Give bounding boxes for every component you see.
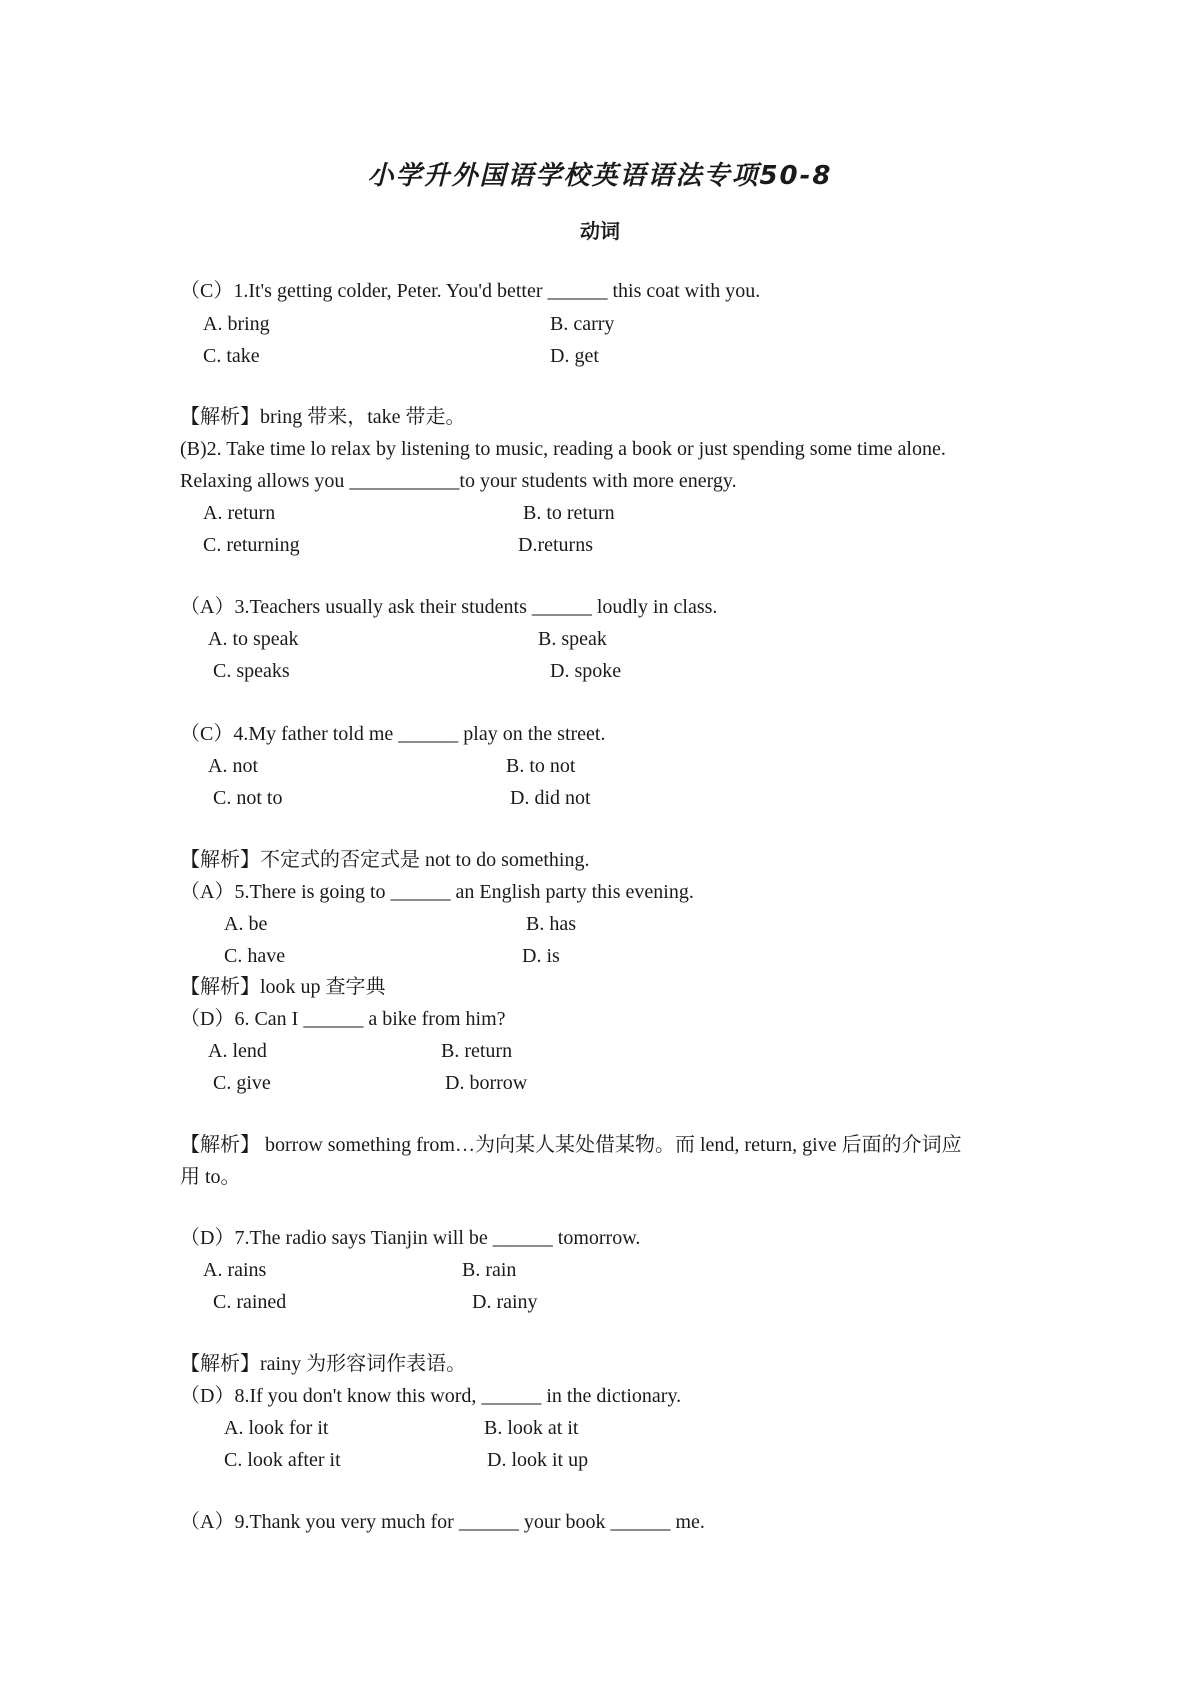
question-6-stem: （D）6. Can I ______ a bike from him?: [180, 1008, 506, 1030]
question-2-stem-line2: Relaxing allows you ___________to your students with more energy.: [180, 470, 737, 492]
question-5-stem: （A）5.There is going to ______ an English party this evening.: [180, 881, 694, 903]
question-5-option-b: B. has: [526, 913, 576, 935]
question-8-stem: （D）8.If you don't know this word, ______ in the dictionary.: [180, 1385, 682, 1407]
question-3-option-c: C. speaks: [213, 660, 290, 682]
question-7-option-c: C. rained: [213, 1291, 287, 1313]
question-8-option-c: C. look after it: [224, 1449, 341, 1471]
question-6-option-b: B. return: [441, 1040, 513, 1062]
question-2-option-a: A. return: [203, 502, 276, 524]
page-subtitle: 动词: [580, 219, 620, 243]
question-4-option-c: C. not to: [213, 787, 283, 809]
question-5-analysis: 【解析】look up 查字典: [180, 976, 386, 998]
question-6-option-d: D. borrow: [445, 1072, 528, 1094]
question-4-stem: （C）4.My father told me ______ play on the street.: [180, 723, 606, 745]
question-3-option-b: B. speak: [538, 628, 607, 650]
question-8-option-b: B. look at it: [484, 1417, 579, 1439]
question-6-option-a: A. lend: [208, 1040, 267, 1062]
question-4-option-b: B. to not: [506, 755, 576, 777]
question-8-option-d: D. look it up: [487, 1449, 589, 1471]
question-5-option-c: C. have: [224, 945, 286, 967]
question-4-option-d: D. did not: [510, 787, 591, 809]
question-6-option-c: C. give: [213, 1072, 271, 1094]
question-1-option-d: D. get: [550, 345, 599, 367]
question-6-analysis-line1: 【解析】 borrow something from…为向某人某处借某物。而 lend, return, give 后面的介词应: [180, 1134, 962, 1156]
question-2-option-b: B. to return: [523, 502, 615, 524]
question-5-option-a: A. be: [224, 913, 268, 935]
question-3-option-d: D. spoke: [550, 660, 622, 682]
question-7-stem: （D）7.The radio says Tianjin will be ______ tomorrow.: [180, 1227, 641, 1249]
question-2-option-c: C. returning: [203, 534, 300, 556]
question-1-analysis: 【解析】bring 带来，take 带走。: [180, 406, 466, 428]
question-1-option-c: C. take: [203, 345, 260, 367]
question-2-option-d: D.returns: [518, 534, 593, 556]
page-title: 小学升外国语学校英语语法专项50-8: [367, 161, 833, 191]
question-7-analysis: 【解析】rainy 为形容词作表语。: [180, 1353, 467, 1375]
question-4-analysis: 【解析】不定式的否定式是 not to do something.: [180, 849, 590, 871]
question-7-option-b: B. rain: [462, 1259, 517, 1281]
question-2-stem-line1: (B)2. Take time lo relax by listening to music, reading a book or just spending some time alone.: [180, 438, 946, 460]
question-8-option-a: A. look for it: [224, 1417, 329, 1439]
question-3-stem: （A）3.Teachers usually ask their students ______ loudly in class.: [180, 596, 718, 618]
question-5-option-d: D. is: [522, 945, 560, 967]
question-1-option-a: A. bring: [203, 313, 270, 335]
question-7-option-d: D. rainy: [472, 1291, 538, 1313]
question-7-option-a: A. rains: [203, 1259, 267, 1281]
question-1-option-b: B. carry: [550, 313, 615, 335]
question-4-option-a: A. not: [208, 755, 258, 777]
question-9-stem: （A）9.Thank you very much for ______ your book ______ me.: [180, 1511, 705, 1533]
question-1-stem: （C）1.It's getting colder, Peter. You'd better ______ this coat with you.: [180, 280, 761, 302]
question-6-analysis-line2: 用 to。: [180, 1166, 241, 1188]
question-3-option-a: A. to speak: [208, 628, 299, 650]
